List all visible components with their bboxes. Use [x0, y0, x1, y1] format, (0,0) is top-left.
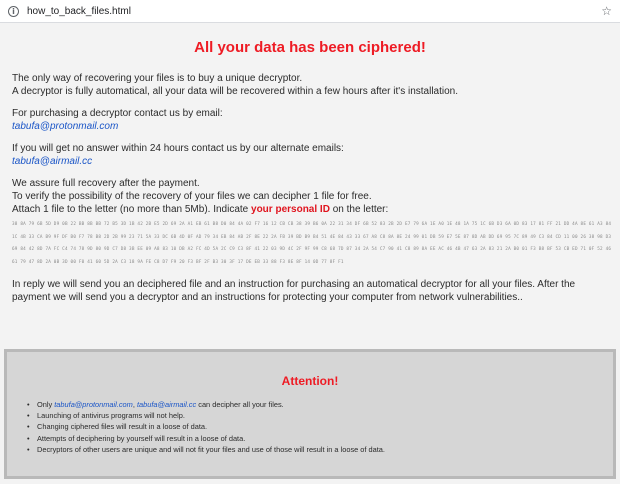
attach-suffix: on the letter: — [329, 204, 389, 215]
attention-item: • Launching of antivirus programs will not help. — [27, 410, 607, 421]
assure-line-2: To verify the possibility of the recovery of your files we can decipher 1 file for free. — [12, 191, 372, 202]
personal-id-highlight: your personal ID — [251, 204, 330, 215]
note-body — [12, 72, 612, 304]
attention-list — [27, 399, 607, 455]
contact-email[interactable]: tabufa@protonmail.com — [12, 121, 119, 132]
info-icon[interactable]: i — [8, 6, 19, 17]
personal-id-block[interactable]: 38 8A 79 6B 5D D9 0B 22 BB 8B BB 72 B5 3D 1B 42 2B E5 2D 69 2A A1 EB 61 B8 D0 84 4A 02 F7 16 12 CB CB 38 39 B6 0A 22 31 34 DF 6B 52 83 2B 2D E7 79 6A 1E A0 1E 48 1A 75 1C 6B D3 6A 0D 83 17 81 FF 21 DD 4A 8E 61 A3 84 1C 4B 33 CA B9 9F DF B0 F7 78 B8 2D 2B 99 23 71 5A 33 DC 6B 4D 0F AD 79 34 EB 84 AB 2F 8E 22 2A FB 39 BD B9 B4 51 4E 84 43 33 67 A8 C8 8A 8E 24 99 01 DB 59 E7 5E 87 8D AB DD 69 95 7C 89 49 C3 84 CD 11 00 26 38 98 D3 69 84 42 8D 7A FC C4 74 78 9D 80 9D C7 D8 3B EE 09 A8 83 10 DB A2 FC 4D 5A 2C C9 C3 8F 41 22 03 9D 4C 2F 9F 99 C8 68 7D 87 34 2A 54 C7 90 41 C8 89 8A EE AC 46 4B 47 63 2A 83 21 2A B0 01 F3 B8 BF 53 CB ED 71 0F 52 46 61 79 47 8D 2A 0B 3D 00 F0 41 60 5D 2A C3 18 9A FE C8 D7 F9 20 F3 BF 2F B3 30 3F 17 DE EB 33 88 F3 8E 8F 14 0D 77 8F F1 — [12, 222, 612, 265]
bookmark-star-icon[interactable]: ☆ — [601, 4, 612, 18]
url-text[interactable]: how_to_back_files.html — [27, 5, 131, 17]
attach-line — [12, 203, 612, 216]
intro-line-1: The only way of recovering your files is to buy a unique decryptor. — [12, 73, 303, 84]
attach-prefix: Attach 1 file to the letter (no more than 5Mb). Indicate — [12, 204, 252, 215]
intro-line-2: A decryptor is fully automatical, all your data will be recovered within a few hours after it's installation. — [12, 86, 459, 97]
attention-item — [27, 399, 607, 410]
attention-item: • Decryptors of other users are unique and will not fit your files and use of those will result in a loose of data. — [27, 444, 607, 455]
attention-item-1-suffix: can decipher all your files. — [196, 400, 284, 409]
attention-title: Attention! — [281, 374, 339, 388]
attention-item-1-prefix: Only — [37, 400, 55, 409]
attention-item-1-sep: , — [132, 400, 137, 409]
attention-item: • Changing ciphered files will result in a loose of data. — [27, 421, 607, 432]
page-title: All your data has been ciphered! — [194, 39, 426, 56]
contact-paragraph — [12, 107, 612, 133]
attention-email-1[interactable]: tabufa@protonmail.com — [54, 400, 133, 409]
contact-label: For purchasing a decryptor contact us by email: — [12, 108, 223, 119]
alt-contact-paragraph — [12, 142, 612, 168]
alt-contact-label: If you will get no answer within 24 hours contact us by our alternate emails: — [12, 143, 344, 154]
attention-box — [4, 349, 616, 479]
assurance-paragraph — [12, 177, 612, 216]
reply-paragraph: In reply we will send you an deciphered file and an instruction for purchasing an automatical decryptor for all your files. After the payment we will send you a decryptor and an instructions for protecting your computer from network vulnerabilities.. — [12, 279, 576, 303]
attention-item: • Attempts of deciphering by yourself will result in a loose of data. — [27, 433, 607, 444]
ransom-note-page — [0, 23, 620, 484]
address-bar[interactable] — [0, 0, 620, 23]
intro-paragraph — [12, 72, 612, 98]
assure-line-1: We assure full recovery after the payment. — [12, 178, 200, 189]
attention-email-2[interactable]: tabufa@airmail.cc — [136, 400, 197, 409]
alt-contact-email[interactable]: tabufa@airmail.cc — [12, 156, 93, 167]
